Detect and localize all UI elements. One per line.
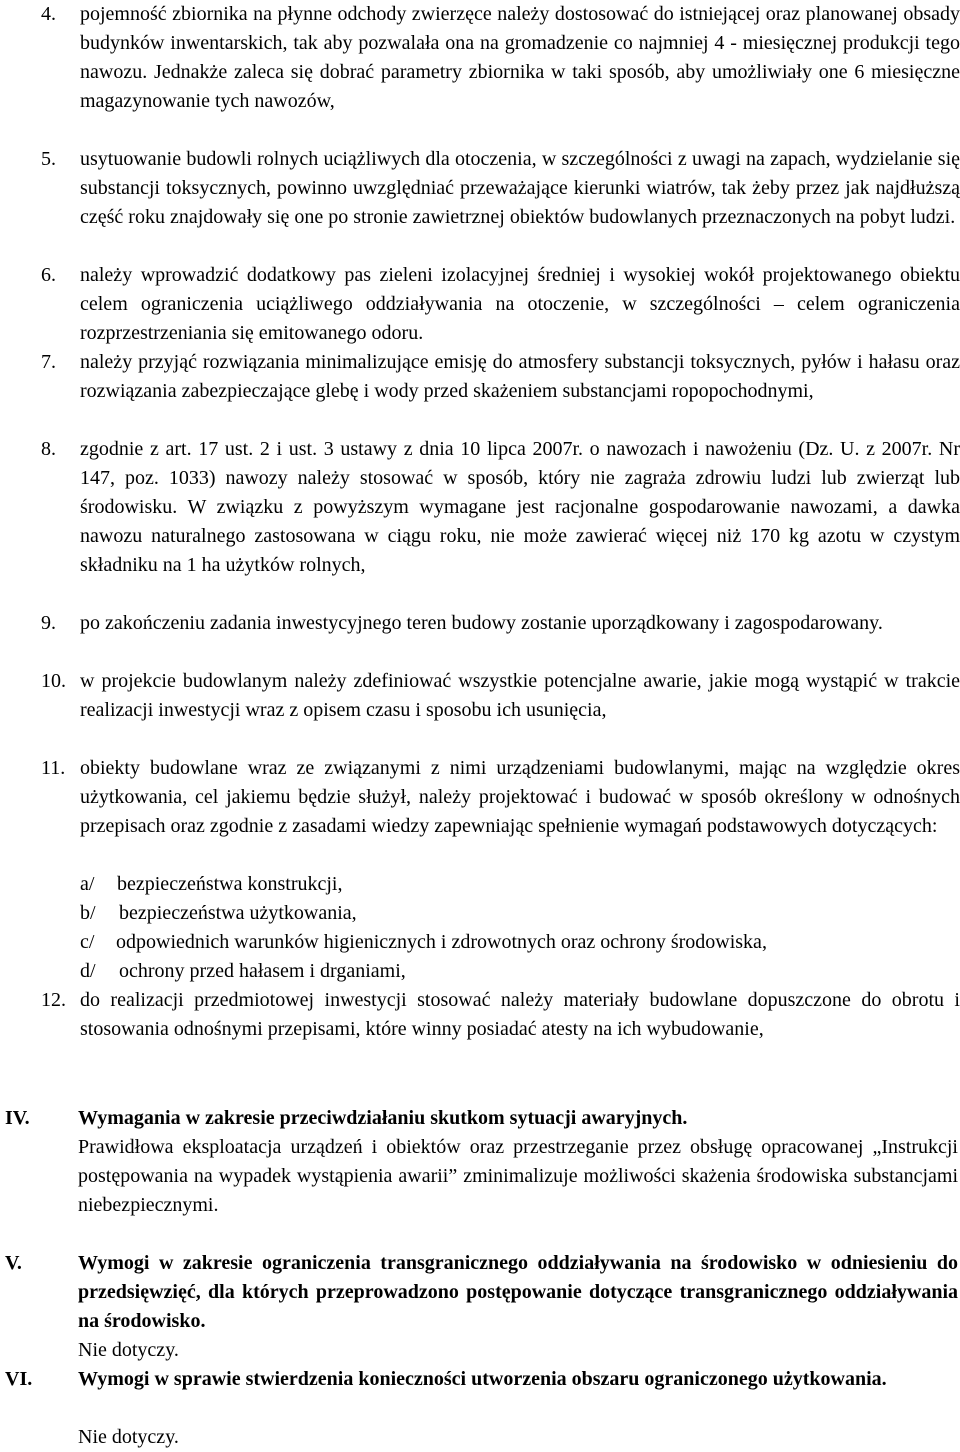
section-body: Nie dotyczy. — [78, 1426, 179, 1448]
section-number: V. — [5, 1252, 22, 1274]
item-number: 9. — [41, 612, 56, 634]
item-number: 7. — [41, 351, 56, 373]
item-text: w projekcie budowlanym należy zdefiniować wszystkie potencjalne awarie, jakie mogą wystąpić w trakcie realizacji inwestycji wraz z opisem czasu i sposobu ich usunięcia, — [80, 670, 960, 721]
item-text: obiekty budowlane wraz ze związanymi z nimi urządzeniami budowlanymi, mając na względzie okres użytkowania, cel jakiemu będzie służył, należy projektować i budować w sposób określony w odnośnych przepisach oraz zgodnie z zasadami wiedzy zapewniając spełnienie wymagań podstawowych dotyczących: — [80, 757, 960, 837]
sub-item-letter: b/ — [80, 902, 96, 924]
section-title: Wymagania w zakresie przeciwdziałaniu skutkom sytuacji awaryjnych. — [78, 1107, 688, 1129]
sub-item-letter: d/ — [80, 960, 96, 982]
item-number: 5. — [41, 148, 56, 170]
section-title: Wymogi w zakresie ograniczenia transgranicznego oddziaływania na środowisko w odniesieniu do przedsięwzięć, dla których przeprowadzono postępowanie dotyczące transgranicznego oddziaływania na środowisko. — [78, 1252, 958, 1332]
section-body: Prawidłowa eksploatacja urządzeń i obiektów oraz przestrzeganie przez obsługę opracowanej „Instrukcji postępowania na wypadek wystąpienia awarii” zminimalizuje możliwości skażenia środowiska substancjami niebezpiecznymi. — [78, 1136, 958, 1216]
item-number: 11. — [41, 757, 66, 779]
section-body: Nie dotyczy. — [78, 1339, 179, 1361]
item-number: 8. — [41, 438, 56, 460]
item-text: należy przyjąć rozwiązania minimalizujące emisję do atmosfery substancji toksycznych, pyłów i hałasu oraz rozwiązania zabezpieczające glebę i wody przed skażeniem substancjami ropopochodnymi, — [80, 351, 960, 402]
item-number: 6. — [41, 264, 56, 286]
item-number: 10. — [41, 670, 66, 692]
sub-item-text: ochrony przed hałasem i drganiami, — [119, 960, 406, 982]
sub-item-letter: a/ — [80, 873, 95, 895]
item-text: należy wprowadzić dodatkowy pas zieleni izolacyjnej średniej i wysokiej wokół projektowanego obiektu celem ograniczenia uciążliwego oddziaływania na otoczenie, w szczególności – celem ograniczenia rozprzestrzeniania się emitowanego odoru. — [80, 264, 960, 344]
item-text: zgodnie z art. 17 ust. 2 i ust. 3 ustawy z dnia 10 lipca 2007r. o nawozach i nawożeniu (Dz. U. z 2007r. Nr 147, poz. 1033) nawozy należy stosować w sposób, który nie zagraża zdrowiu ludzi lub zwierząt lub środowisku. W związku z powyższym wymagane jest racjonalne gospodarowanie nawozami, a dawka nawozu naturalnego zastosowana w ciągu roku, nie może zawierać więcej niż 170 kg azotu w czystym składniku na 1 ha użytków rolnych, — [80, 438, 960, 576]
sub-item-text: bezpieczeństwa konstrukcji, — [117, 873, 343, 895]
item-text: do realizacji przedmiotowej inwestycji stosować należy materiały budowlane dopuszczone do obrotu i stosowania odnośnymi przepisami, które winny posiadać atesty na ich wybudowanie, — [80, 989, 960, 1040]
item-number: 4. — [41, 3, 56, 25]
item-text: pojemność zbiornika na płynne odchody zwierzęce należy dostosować do istniejącej oraz planowanej obsady budynków inwentarskich, tak aby pozwalała ona na gromadzenie co najmniej 4 - miesięcznej produkcji tego nawozu. Jednakże zaleca się dobrać parametry zbiornika w taki sposób, aby umożliwiały one 6 miesięczne magazynowanie tych nawozów, — [80, 3, 960, 112]
item-number: 12. — [41, 989, 66, 1011]
section-number: VI. — [5, 1368, 33, 1390]
item-text: usytuowanie budowli rolnych uciążliwych dla otoczenia, w szczególności z uwagi na zapach, wydzielanie się substancji toksycznych, powinno uwzględniać przeważające kierunki wiatrów, tak żeby przez jak najdłuższą część roku znajdowały się one po stronie zawietrznej obiektów budowlanych przeznaczonych na pobyt ludzi. — [80, 148, 960, 228]
item-text: po zakończeniu zadania inwestycyjnego teren budowy zostanie uporządkowany i zagospodarowany. — [80, 612, 883, 634]
sub-item-text: bezpieczeństwa użytkowania, — [119, 902, 357, 924]
sub-item-text: odpowiednich warunków higienicznych i zdrowotnych oraz ochrony środowiska, — [116, 931, 767, 953]
section-number: IV. — [5, 1107, 30, 1129]
section-title: Wymogi w sprawie stwierdzenia konieczności utworzenia obszaru ograniczonego użytkowania. — [78, 1368, 887, 1390]
sub-item-letter: c/ — [80, 931, 95, 953]
